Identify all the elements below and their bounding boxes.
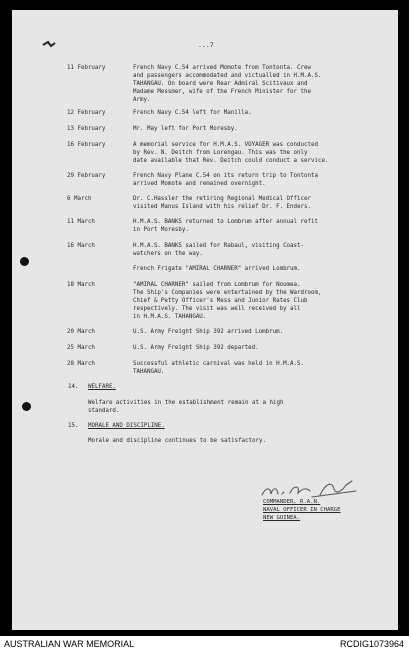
ink-mark (42, 40, 56, 50)
signature-title: NAVAL OFFICER IN CHARGE (263, 507, 341, 513)
document-page (12, 10, 398, 630)
entry-date: 16 March (67, 243, 95, 249)
entry-date: 13 February (67, 126, 106, 132)
entry-text: "AMIRAL CHARNER" sailed from Lombrum for Noumea. The Ship's Companies were entertained by the Wardroom, Chief & Petty Officer's Mess and Junior Rates Club respectively. The visit was well received by all in H.M.A.S. TAHANGAU. (133, 282, 322, 320)
entry-date: 28 March (67, 361, 95, 367)
footer-source: AUSTRALIAN WAR MEMORIAL (4, 639, 135, 649)
page-number: ...7 (198, 41, 214, 49)
entry-text: Dr. C.Hassler the retiring Regional Medical Officer visited Manus Island with his relief Dr. F. Enders. (133, 196, 311, 210)
entry-text: French Navy C.54 arrived Momote from Tontonta. Crew and passengers accommodated and victualled in H.M.A.S. TAHANGAU. On board were Rear Admiral Scitivaux and Madame Messmer, wife of the French Minister for the Army. (133, 65, 322, 103)
entry-text: Mr. May left for Port Moresby. (133, 126, 238, 132)
archive-footer (0, 636, 409, 653)
entry-text: French Navy C.54 left for Manilla. (133, 110, 252, 116)
entry-date: 20 March (67, 329, 95, 335)
entry-text: Successful athletic carnival was held in H.M.A.S. TAHANGAU. (133, 361, 305, 375)
section-number: 15. (68, 423, 79, 429)
entry-date: 11 March (67, 219, 95, 225)
entry-text: U.S. Army Freight Ship 392 arrived Lombrum. (133, 329, 284, 335)
entry-text: French Frigate "AMIRAL CHARNER" arrived Lombrum. (133, 266, 301, 272)
section-text: Morale and discipline continues to be satisfactory. (88, 438, 266, 444)
entry-date: 11 February (67, 65, 106, 71)
entry-date: 6 March (67, 196, 92, 202)
entry-date: 25 March (67, 345, 95, 351)
entry-text: A memorial service for H.M.A.S. VOYAGER was conducted by Rev. N. Deitch from Lorengau. This was the only date available that Rev. Deitch could conduct a service. (133, 142, 329, 164)
entry-text: U.S. Army Freight Ship 392 departed. (133, 345, 259, 351)
section-number: 14. (68, 384, 79, 390)
entry-text: French Navy Plane C.54 on its return trip to Tontonta arrived Momote and remained overnight. (133, 173, 318, 187)
punch-hole-top (20, 257, 29, 266)
punch-hole-bottom (22, 402, 31, 411)
section-title: MORALE AND DISCIPLINE. (88, 423, 165, 429)
entry-date: 29 February (67, 173, 106, 179)
section-title: WELFARE. (88, 384, 116, 390)
signature-location: NEW GUINEA. (263, 515, 301, 521)
footer-record-id: RCDIG1073964 (339, 639, 404, 649)
section-text: Welfare activities in the establishment remain at a high standard. (88, 400, 284, 414)
entry-date: 18 March (67, 282, 95, 288)
entry-date: 12 February (67, 110, 106, 116)
entry-text: H.M.A.S. BANKS sailed for Rabaul, visiting Coast- watchers on the way. (133, 243, 305, 257)
entry-text: H.M.A.S. BANKS returned to Lombrum after annual refit in Port Moresby. (133, 219, 318, 233)
entry-date: 16 February (67, 142, 106, 148)
signature-rank: COMMANDER, R.A.N. (263, 499, 321, 505)
